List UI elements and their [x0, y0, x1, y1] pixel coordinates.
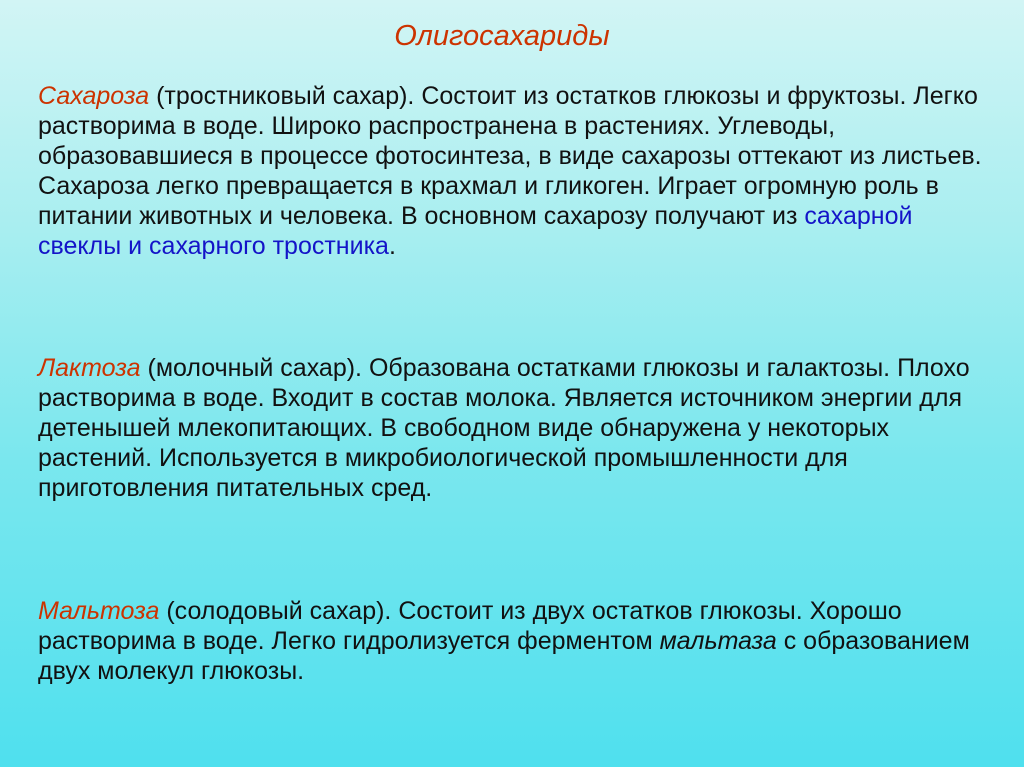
sucrose-sources-highlight: сахарной свеклы и сахарного тростника: [38, 202, 913, 260]
maltase-enzyme-term: мальтаза: [659, 627, 777, 655]
slide-title: Олигосахариды: [394, 20, 610, 52]
maltose-paragraph: [38, 596, 988, 686]
maltose-text: (солодовый сахар). Состоит из двух остатков глюкозы. Хорошо растворима в воде. Легко гидролизуется ферментом: [38, 597, 902, 655]
sucrose-text: (тростниковый сахар). Состоит из остатков глюкозы и фруктозы. Легко растворима в воде. Широко распространена в растениях. Углеводы, образовавшиеся в процессе фотосинтеза, в виде сахарозы оттекают из листьев. Сахароза легко превращается в крахмал и гликоген. Играет огромную роль в питании животных и человека. В основном сахарозу получают из: [38, 82, 982, 230]
sucrose-end: .: [388, 232, 396, 260]
sucrose-term: Сахароза: [38, 82, 150, 110]
lactose-text: (молочный сахар). Образована остатками глюкозы и галактозы. Плохо растворима в воде. Входит в состав молока. Является источником энергии для детенышей млекопитающих. В свободном виде обнаружена у некоторых растений. Используется в микробиологической промышленности для приготовления питательных сред.: [38, 354, 970, 502]
maltose-end: с образованием двух молекул глюкозы.: [38, 627, 970, 685]
maltose-term: Мальтоза: [38, 597, 160, 625]
lactose-term: Лактоза: [38, 354, 141, 382]
sucrose-paragraph: [38, 81, 988, 261]
lactose-paragraph: [38, 353, 988, 503]
